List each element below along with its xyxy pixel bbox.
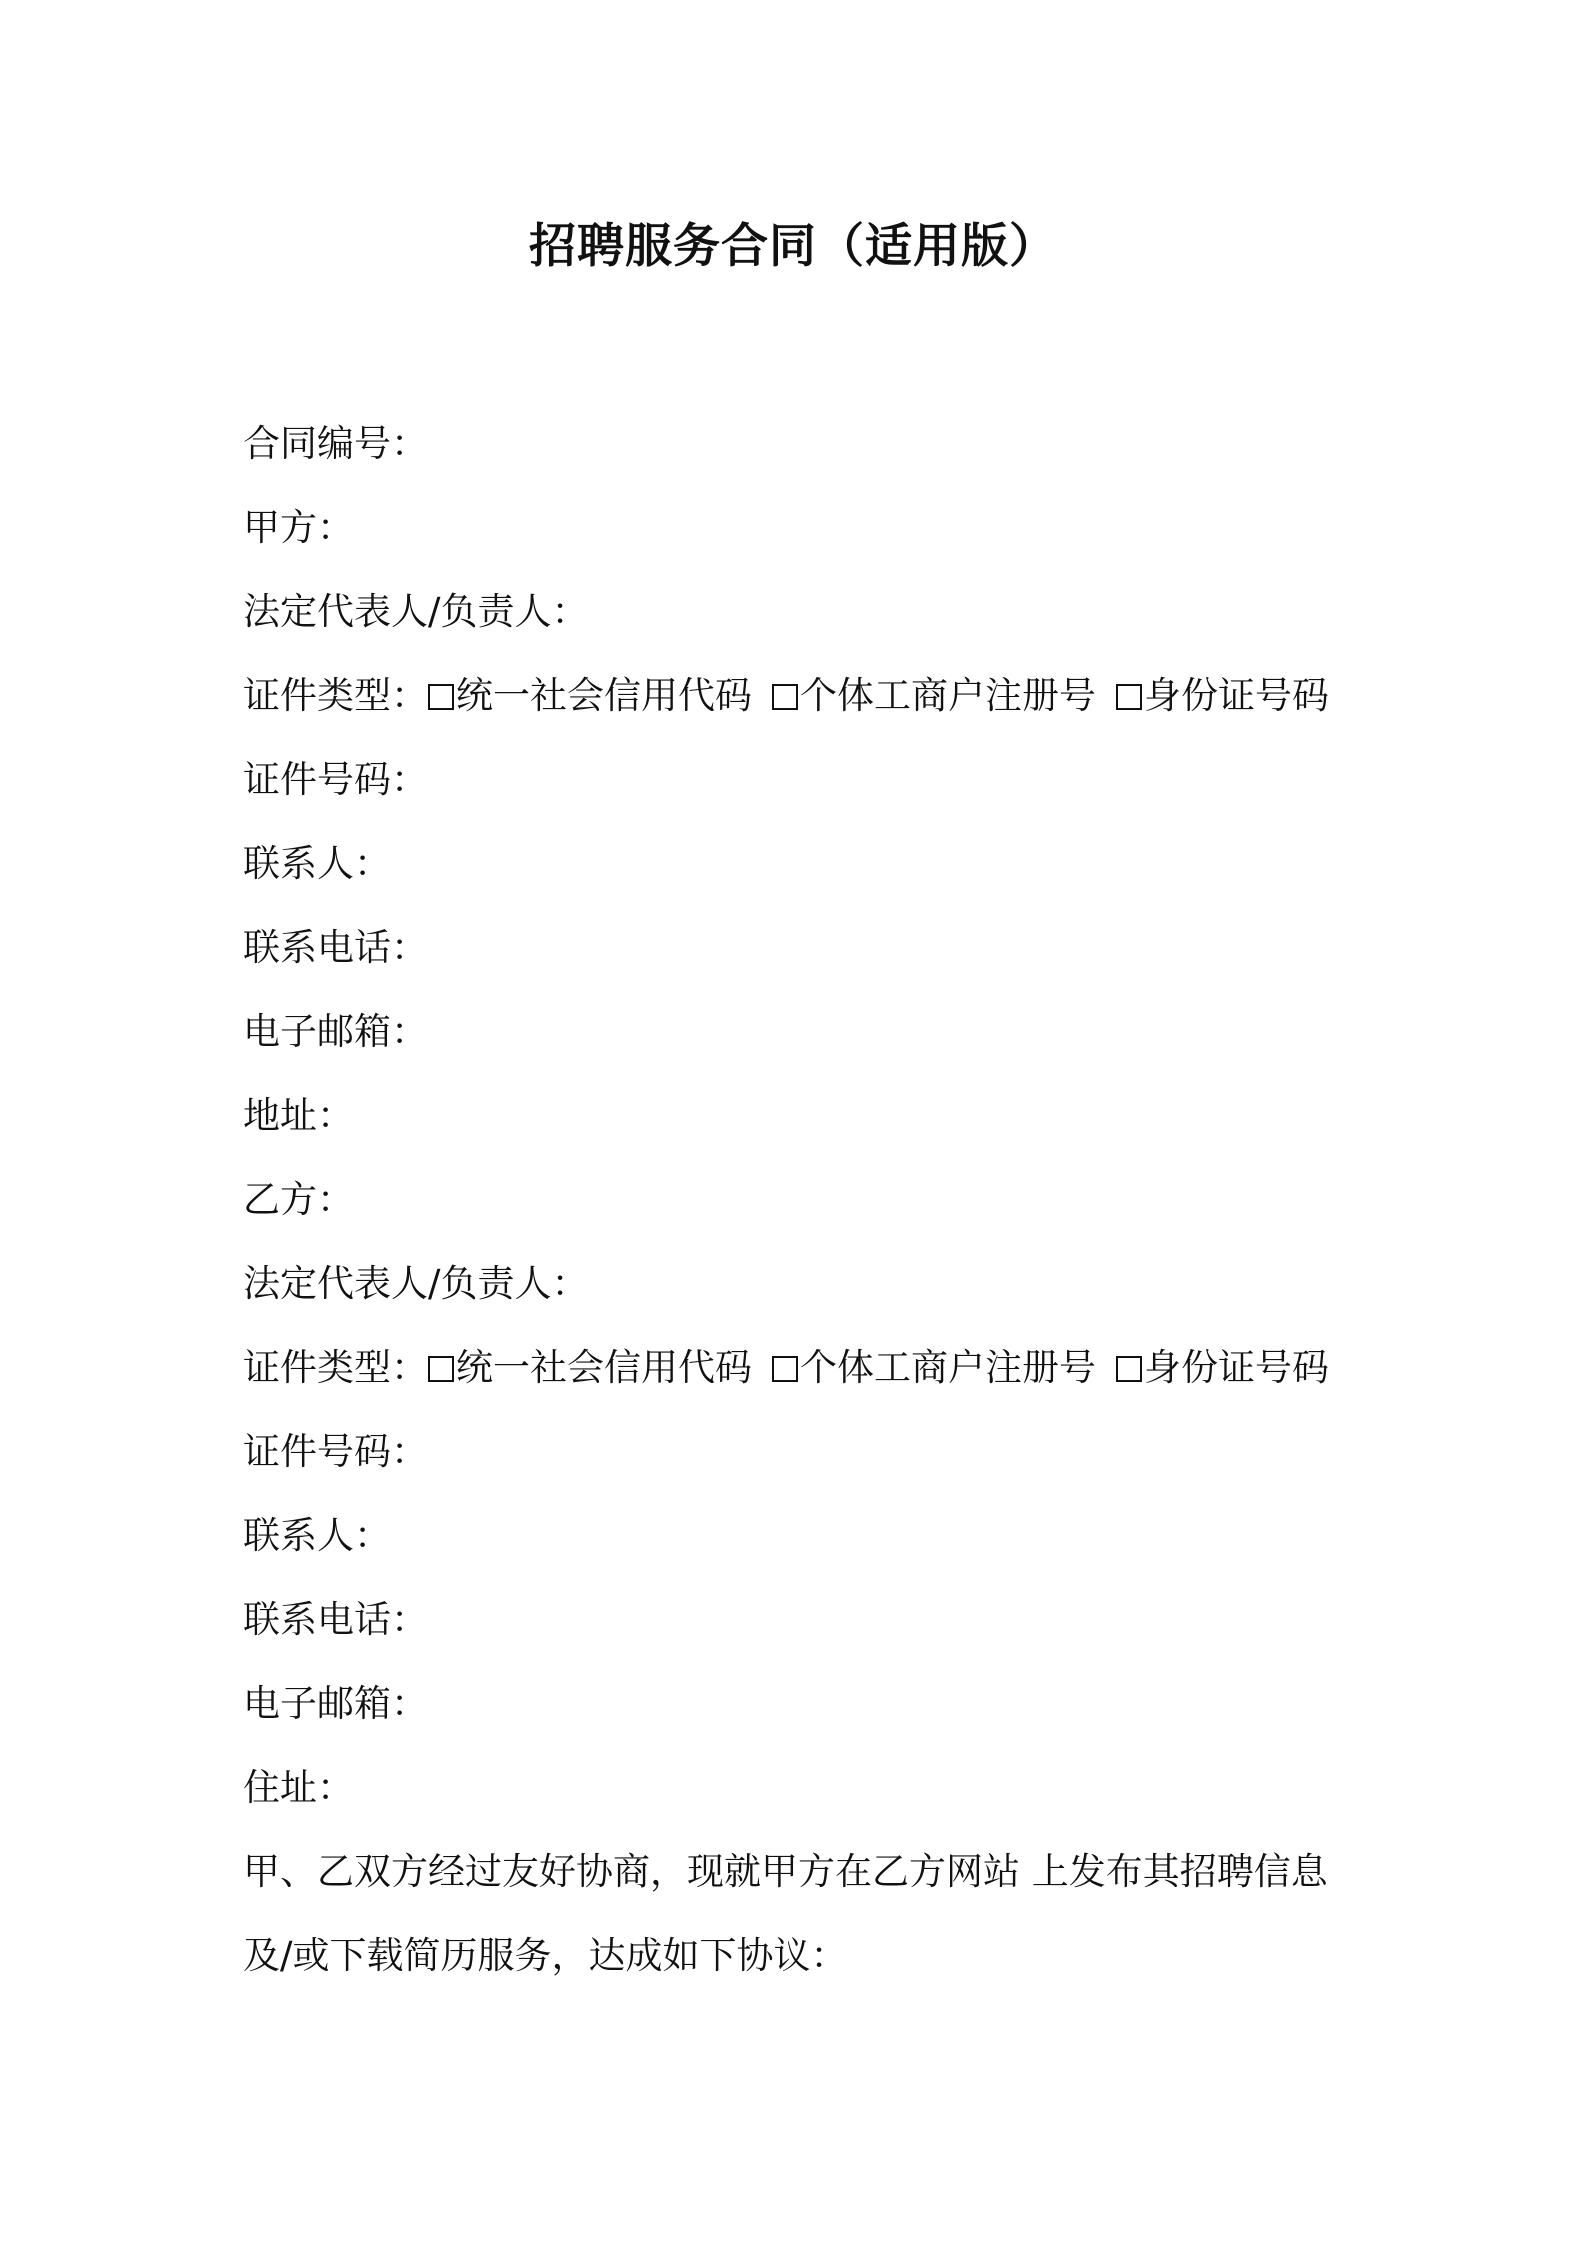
party-a-phone-field: 联系电话： xyxy=(243,926,428,969)
document-title: 招聘服务合同（适用版） xyxy=(529,219,1057,274)
party-a-email-field: 电子邮箱： xyxy=(243,1010,428,1053)
party-b-legal-rep-field: 法定代表人/负责人： xyxy=(243,1262,589,1305)
option-label: 统一社会信用代码 xyxy=(456,1346,752,1389)
party-b-option-credit-code[interactable] xyxy=(428,1326,752,1410)
party-a-field: 甲方： xyxy=(243,506,354,549)
party-a-contact-field: 联系人： xyxy=(243,842,391,885)
intro-paragraph-line-1: 甲、乙双方经过友好协商，现就甲方在乙方网站 上发布其招聘信息 xyxy=(243,1850,1328,1893)
party-a-id-type-label: 证件类型： xyxy=(243,674,428,717)
party-b-email-field: 电子邮箱： xyxy=(243,1682,428,1725)
checkbox-icon[interactable] xyxy=(1116,684,1142,710)
checkbox-icon[interactable] xyxy=(1116,1356,1142,1382)
contract-number-field: 合同编号： xyxy=(243,422,428,465)
intro-paragraph-line-2: 及/或下载简历服务，达成如下协议： xyxy=(243,1934,848,1977)
party-a-legal-rep-field: 法定代表人/负责人： xyxy=(243,590,589,633)
party-a-option-id-card[interactable] xyxy=(1116,654,1329,738)
party-b-option-business-reg[interactable] xyxy=(772,1326,1096,1410)
option-label: 身份证号码 xyxy=(1144,674,1329,717)
party-a-option-credit-code[interactable] xyxy=(428,654,752,738)
checkbox-icon[interactable] xyxy=(772,684,798,710)
party-b-contact-field: 联系人： xyxy=(243,1514,391,1557)
party-b-address-field: 住址： xyxy=(243,1766,354,1809)
party-b-id-type-row xyxy=(243,1326,1363,1410)
option-label: 个体工商户注册号 xyxy=(800,674,1096,717)
party-b-id-number-field: 证件号码： xyxy=(243,1430,428,1473)
party-a-option-business-reg[interactable] xyxy=(772,654,1096,738)
checkbox-icon[interactable] xyxy=(428,1356,454,1382)
party-a-id-number-field: 证件号码： xyxy=(243,758,428,801)
checkbox-icon[interactable] xyxy=(772,1356,798,1382)
option-label: 个体工商户注册号 xyxy=(800,1346,1096,1389)
option-label: 统一社会信用代码 xyxy=(456,674,752,717)
party-b-phone-field: 联系电话： xyxy=(243,1598,428,1641)
party-b-id-type-label: 证件类型： xyxy=(243,1346,428,1389)
party-b-option-id-card[interactable] xyxy=(1116,1326,1329,1410)
party-a-address-field: 地址： xyxy=(243,1094,354,1137)
party-b-field: 乙方： xyxy=(243,1178,354,1221)
party-a-id-type-row xyxy=(243,654,1363,738)
option-label: 身份证号码 xyxy=(1144,1346,1329,1389)
checkbox-icon[interactable] xyxy=(428,684,454,710)
contract-body xyxy=(243,402,1363,1998)
